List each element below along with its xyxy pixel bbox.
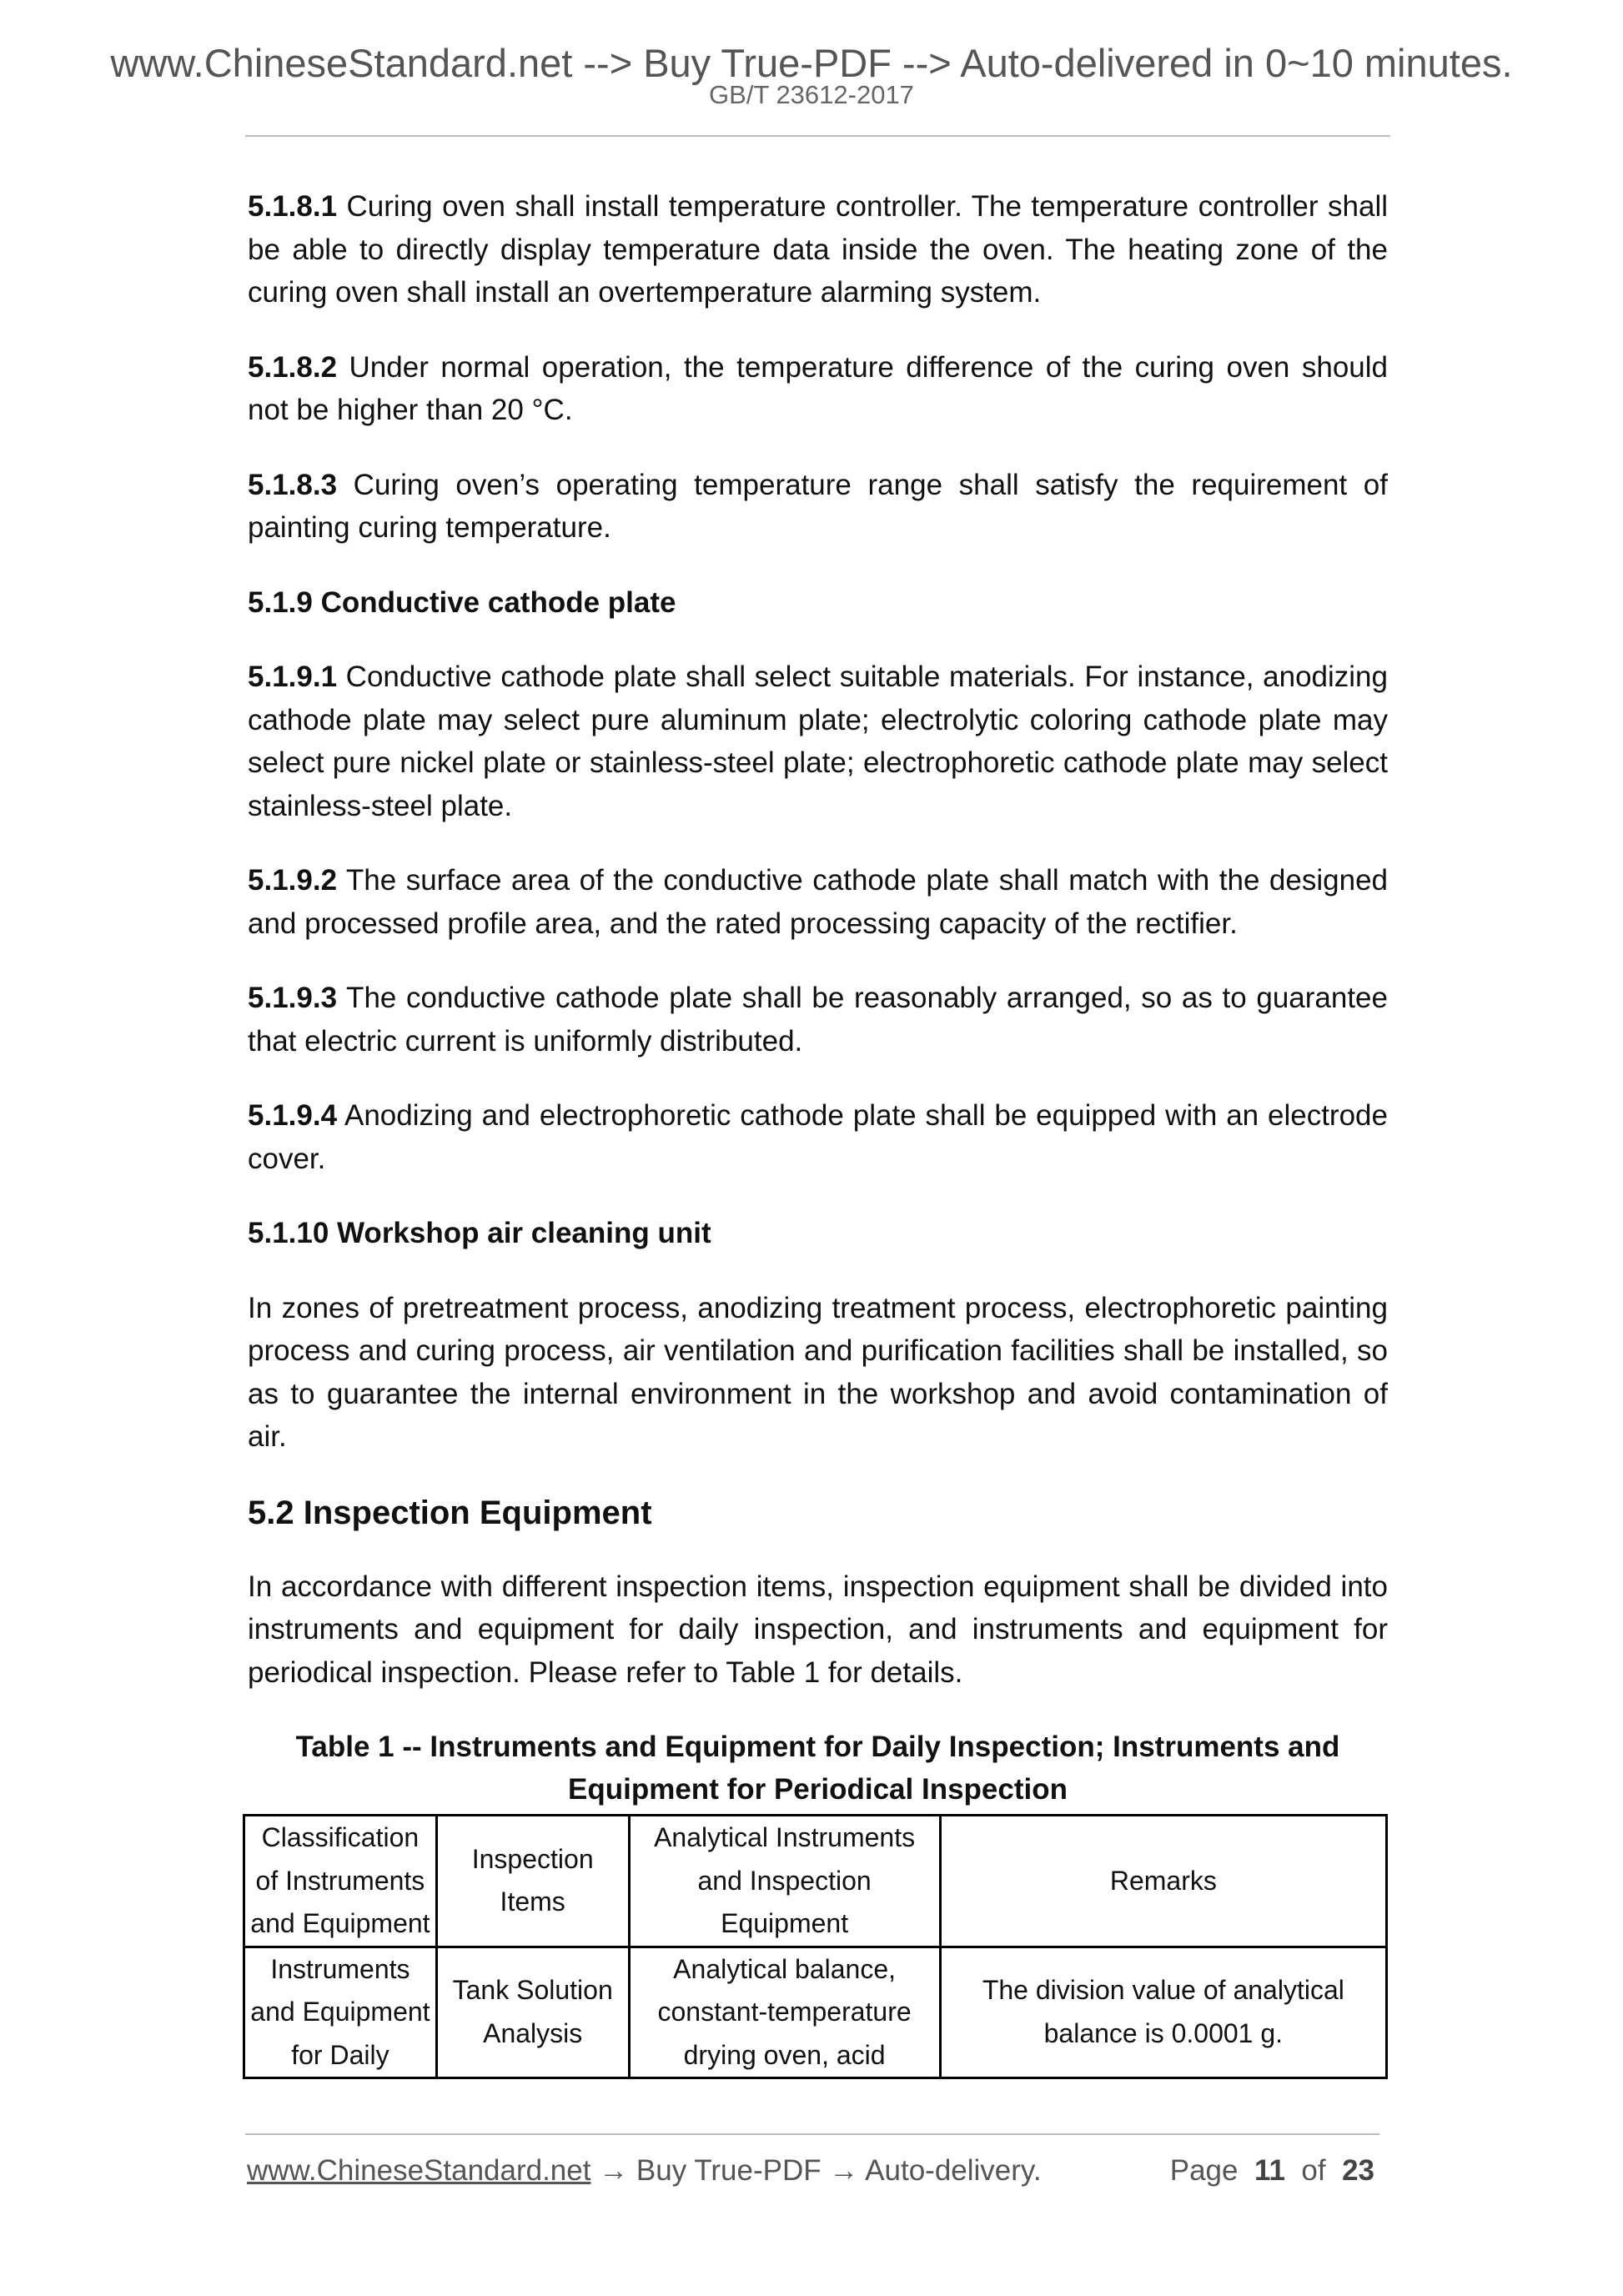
paragraph-5-1-8-3 [248, 464, 1388, 550]
page-footer [247, 2150, 1374, 2192]
top-banner: www.ChineseStandard.net --> Buy True-PDF --> Auto-delivered in 0~10 minutes. [110, 41, 1513, 85]
page-total: 23 [1342, 2154, 1374, 2187]
heading-5-2: 5.2 Inspection Equipment [248, 1494, 652, 1531]
header-cell: Remarks [940, 1816, 1386, 1947]
clause-number: 5.1.8.2 [248, 350, 338, 384]
clause-text: Curing oven shall install temperature controller. The temperature controller shall be able to directly display temperature data inside the oven. The heating zone of the curing oven shall install an overtemperature alarming system. [248, 190, 1388, 309]
table-title: Table 1 -- Instruments and Equipment for Daily Inspection; Instruments and Equipment for Periodical Inspection [295, 1731, 1340, 1806]
clause-text: The surface area of the conductive cathode plate shall match with the designed and processed profile area, and the rated processing capacity of the rectifier. [248, 864, 1388, 940]
header-cell: Classification of Instruments and Equipment [244, 1816, 437, 1947]
paragraph-5-1-9-3 [248, 977, 1388, 1063]
table-cell: Analytical balance, constant-temperature drying oven, acid [629, 1947, 940, 2078]
table-row [244, 1947, 1387, 2078]
table-header-row [244, 1816, 1387, 1947]
of-label: of [1301, 2154, 1326, 2187]
paragraph-5-1-8-2 [248, 346, 1388, 432]
clause-text: Under normal operation, the temperature difference of the curing oven should not be higher than 20 °C. [248, 350, 1388, 426]
header-divider [245, 135, 1390, 137]
footer-tagline: → Buy True-PDF → Auto-delivery. [590, 2154, 1042, 2187]
heading-5-1-10: 5.1.10 Workshop air cleaning unit [248, 1217, 711, 1249]
footer-divider [245, 2133, 1379, 2135]
header-cell: Analytical Instruments and Inspection Equipment [629, 1816, 940, 1947]
paragraph-5-1-9-4 [248, 1094, 1388, 1180]
page-label: Page [1169, 2154, 1239, 2187]
paragraph-5-1-9-2 [248, 859, 1388, 945]
paragraph-5-1-9-1 [248, 656, 1388, 827]
paragraph-5-1-8-1 [248, 185, 1388, 314]
page-content [248, 185, 1388, 2079]
clause-text: Conductive cathode plate shall select suitable materials. For instance, anodizing cathode plate may select pure aluminum plate; electrolytic coloring cathode plate may select pure nickel plate or stainless-steel plate; electrophoretic cathode plate may select stainless-steel plate. [248, 661, 1388, 822]
page-indicator [1170, 2150, 1374, 2192]
clause-text: Curing oven’s operating temperature range shall satisfy the requirement of painting curing temperature. [248, 468, 1388, 544]
clause-number: 5.1.9.2 [248, 864, 338, 897]
header-cell: Inspection Items [436, 1816, 629, 1947]
clause-text: The conductive cathode plate shall be reasonably arranged, so as to guarantee that electric current is uniformly distributed. [248, 982, 1388, 1058]
clause-number: 5.1.9.4 [248, 1099, 338, 1132]
table-cell: Instruments and Equipment for Daily [244, 1947, 437, 2078]
footer-site-link[interactable]: www.ChineseStandard.net [247, 2154, 591, 2187]
heading-5-1-9: 5.1.9 Conductive cathode plate [248, 585, 676, 619]
clause-number: 5.1.9.1 [248, 661, 338, 693]
page-number: 11 [1254, 2154, 1285, 2187]
table-cell: The division value of analytical balance is 0.0001 g. [940, 1947, 1386, 2078]
clause-text: Anodizing and electrophoretic cathode plate shall be equipped with an electrode cover. [248, 1099, 1388, 1175]
clause-number: 5.1.8.3 [248, 468, 338, 501]
clause-number: 5.1.8.1 [248, 190, 338, 223]
table-cell: Tank Solution Analysis [436, 1947, 629, 2078]
paragraph-5-1-10: In zones of pretreatment process, anodizing treatment process, electrophoretic painting process and curing process, air ventilation and purification facilities shall be installed, so as to guarantee the internal environment in the workshop and avoid contamination of air. [248, 1291, 1388, 1453]
standard-code: GB/T 23612-2017 [709, 80, 914, 109]
clause-number: 5.1.9.3 [248, 982, 338, 1014]
paragraph-5-2: In accordance with different inspection items, inspection equipment shall be divided into instruments and equipment for daily inspection, and instruments and equipment for periodical inspection. Please refer to Table 1 for details. [248, 1570, 1388, 1689]
inspection-equipment-table [243, 1814, 1388, 2079]
